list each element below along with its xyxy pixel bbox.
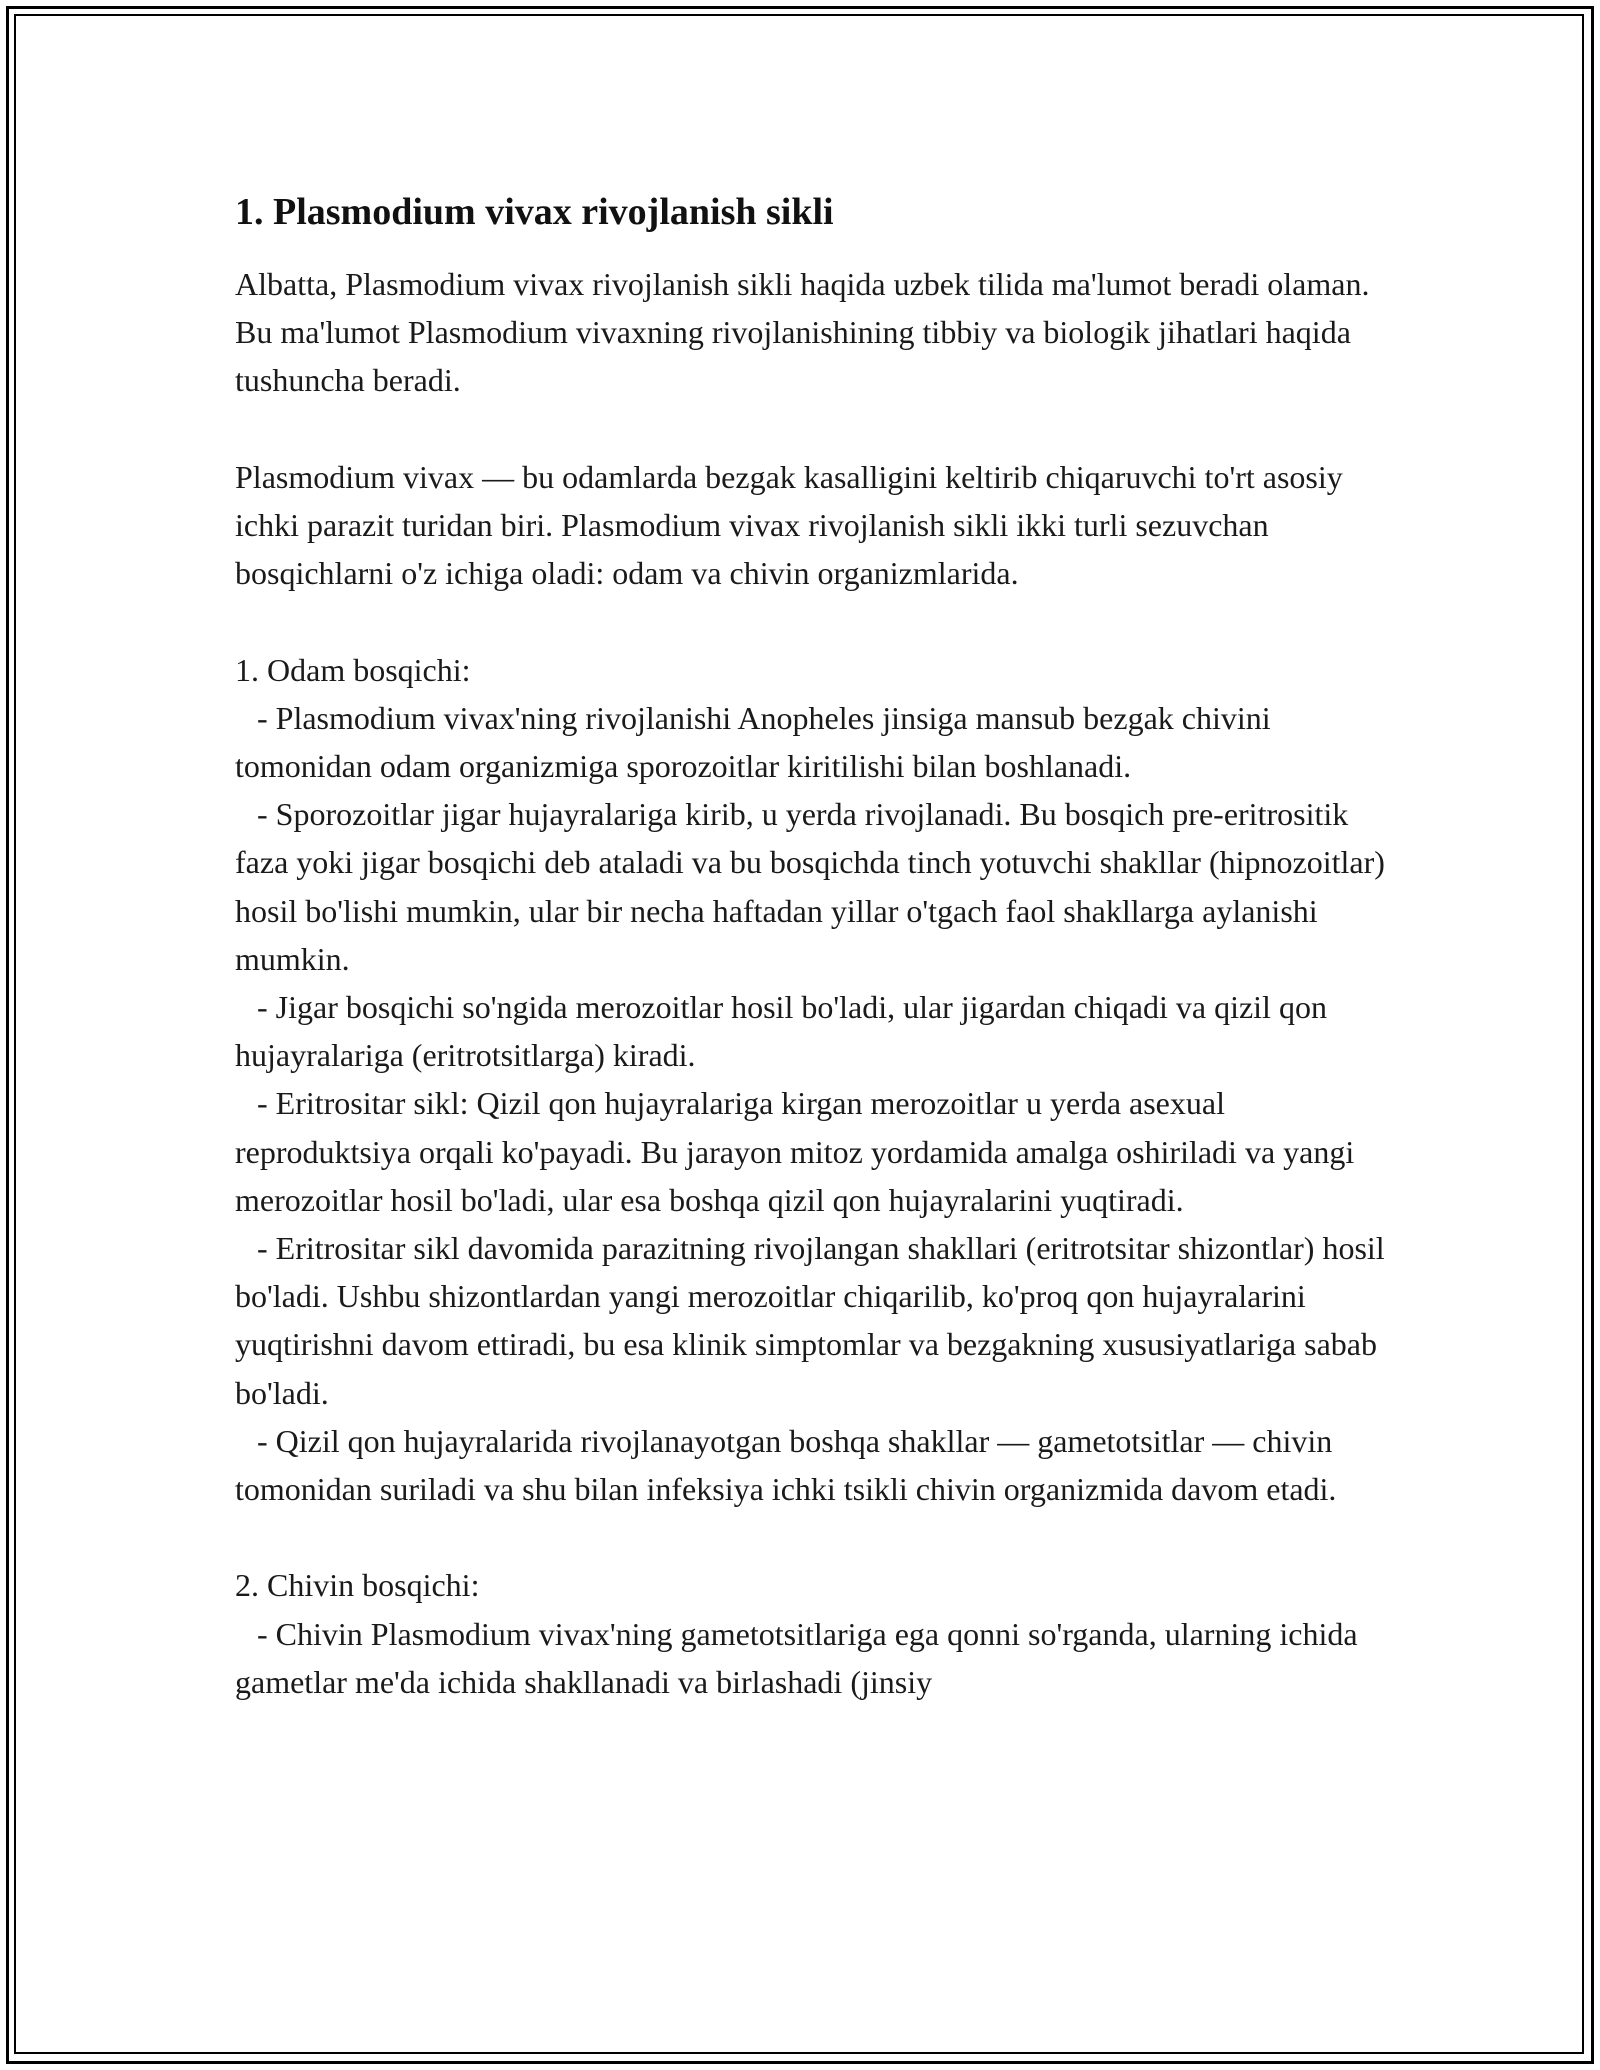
list-item: - Jigar bosqichi so'ngida merozoitlar hosil bo'ladi, ular jigardan chiqadi va qizil qon hujayralariga (eritrotsitlarga) kiradi. [235,989,1327,1074]
section-heading: 2. Chivin bosqichi: [235,1567,480,1604]
overview-paragraph: Plasmodium vivax — bu odamlarda bezgak kasalligini keltirib chiqaruvchi to'rt asosiy ichki parazit turidan biri. Plasmodium vivax rivojlanish sikli ikki turli sezuvchan bosqichlarni o'z ichiga oladi: odam va chivin organizmlarida. [235,458,1343,592]
section-heading: 1. Odam bosqichi: [235,651,471,688]
document-body [235,188,1385,1754]
section-human-stage [235,646,1385,1514]
list-item: - Chivin Plasmodium vivax'ning gametotsitlariga ega qonni so'rganda, ularning ichida gametlar me'da ichida shakllanadi va birlashadi (jinsiy [235,1615,1358,1700]
list-item: - Plasmodium vivax'ning rivojlanishi Anopheles jinsiga mansub bezgak chivini tomonidan odam organizmiga sporozoitlar kiritilishi bilan boshlanadi. [235,699,1271,784]
document-title: 1. Plasmodium vivax rivojlanish sikli [235,191,834,233]
section-mosquito-stage [235,1561,1385,1706]
list-item: - Eritrositar sikl: Qizil qon hujayralariga kirgan merozoitlar u yerda asexual reproduktsiya orqali ko'payadi. Bu jarayon mitoz yordamida amalga oshiriladi va yangi merozoitlar hosil bo'ladi, ular esa boshqa qizil qon hujayralarini yuqtiradi. [235,1085,1355,1218]
list-item: - Qizil qon hujayralarida rivojlanayotgan boshqa shakllar — gametotsitlar — chivin tomonidan suriladi va shu bilan infeksiya ichki tsikli chivin organizmida davom etadi. [235,1422,1337,1508]
list-item: - Eritrositar sikl davomida parazitning rivojlangan shakllari (eritrotsitar shizontlar) hosil bo'ladi. Ushbu shizontlardan yangi merozoitlar chiqarilib, ko'proq qon hujayralarini yuqtirishni davom ettiradi, bu esa klinik simptomlar va bezgakning xususiyatlariga sabab bo'ladi. [235,1230,1385,1411]
intro-paragraph: Albatta, Plasmodium vivax rivojlanish sikli haqida uzbek tilida ma'lumot beradi olaman. Bu ma'lumot Plasmodium vivaxning rivojlanishining tibbiy va biologik jihatlari haqida tushuncha beradi. [235,266,1370,399]
list-item: - Sporozoitlar jigar hujayralariga kirib, u yerda rivojlanadi. Bu bosqich pre-eritrositik faza yoki jigar bosqichi deb ataladi va bu bosqichda tinch yotuvchi shakllar (hipnozoitlar) hosil bo'lishi mumkin, ular bir necha haftadan yillar o'tgach faol shakllarga aylanishi mumkin. [235,796,1385,977]
